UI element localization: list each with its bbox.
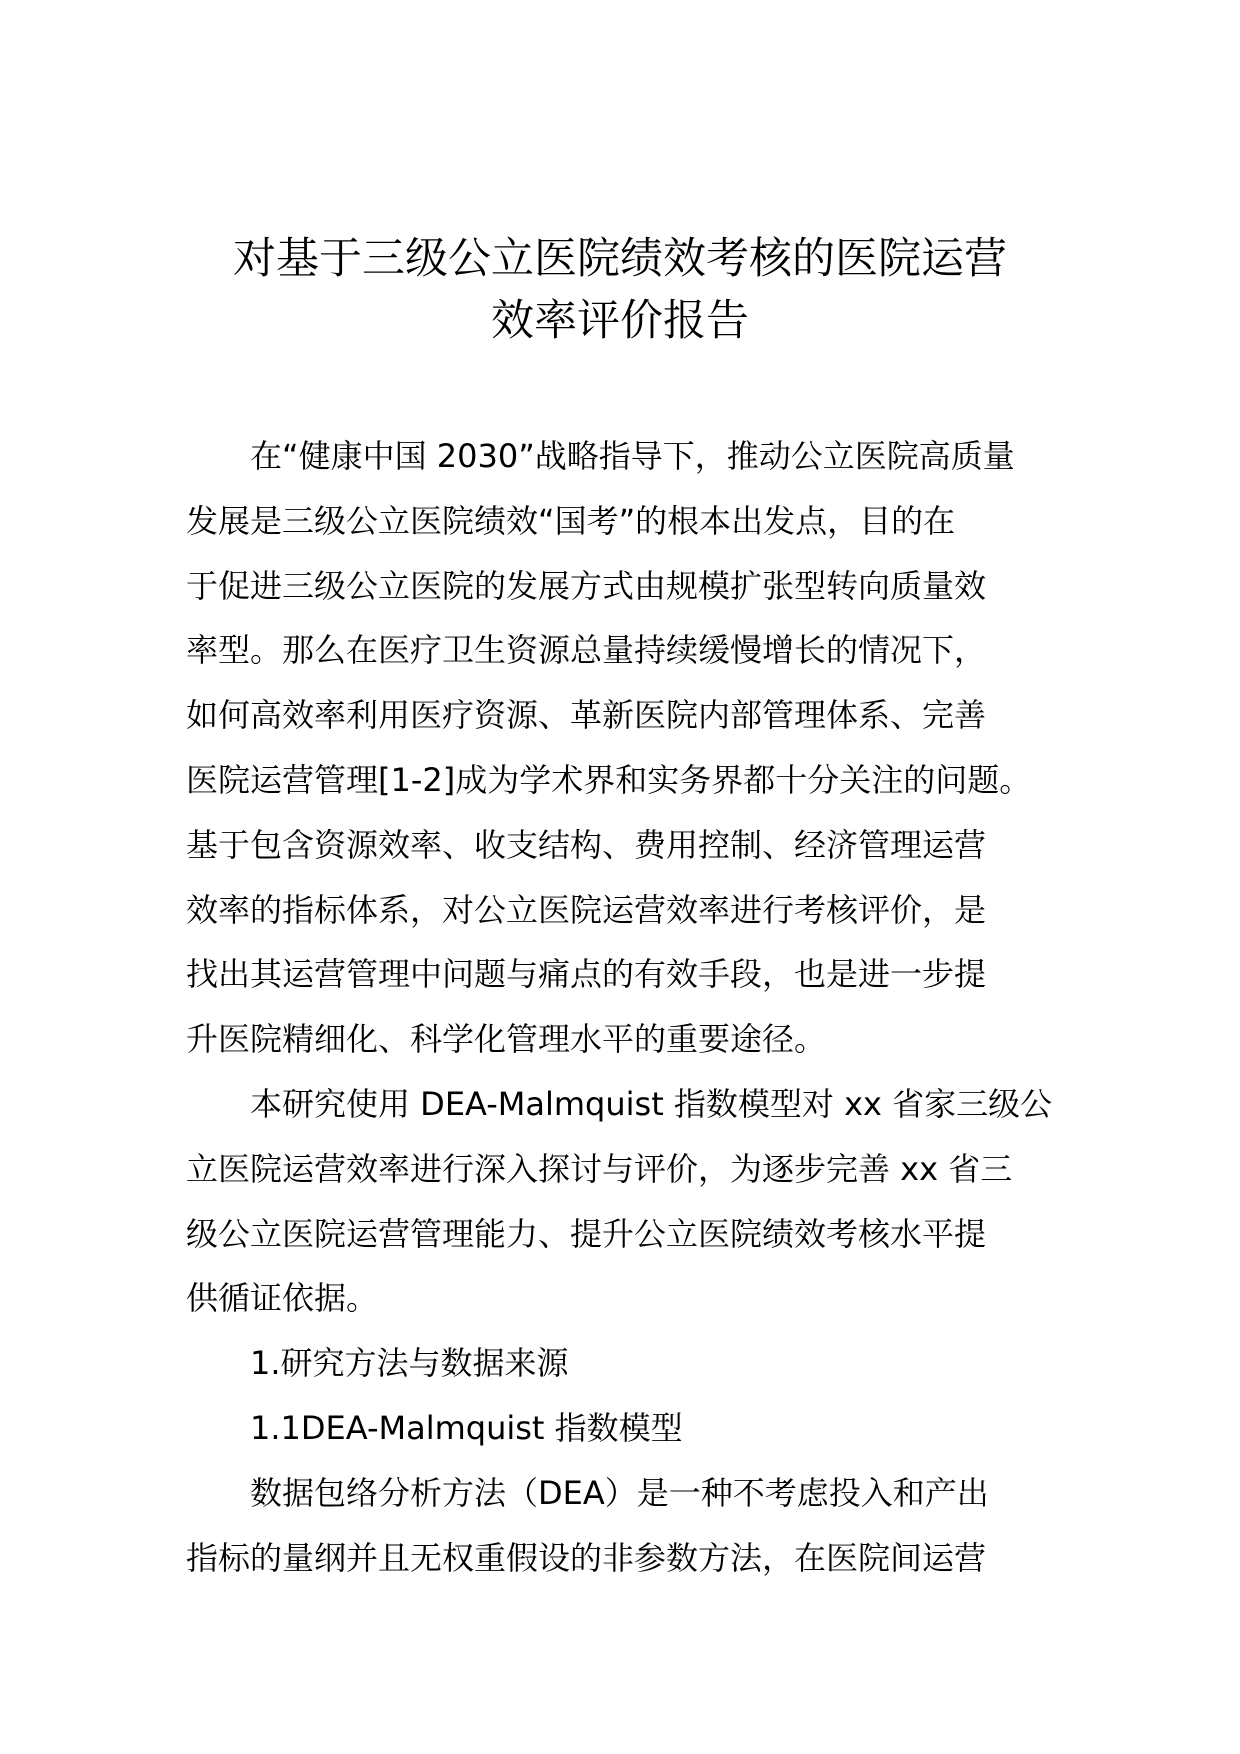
text-line: 级公立医院运营管理能力、提升公立医院绩效考核水平提 (186, 1214, 987, 1253)
text-line: 供循证依据。 (186, 1279, 379, 1318)
text-line: 基于包含资源效率、收支结构、费用控制、经济管理运营 (186, 825, 987, 864)
text-line: 数据包络分析方法（DEA）是一种不考虑投入和产出 (250, 1473, 989, 1512)
title-line: 效率评价报告 (491, 296, 749, 346)
paragraph-intro (186, 424, 1056, 1072)
document-title (150, 228, 1090, 352)
title-line: 对基于三级公立医院绩效考核的医院运营 (233, 234, 1007, 284)
paragraph-study (186, 1072, 1056, 1331)
text-line: 本研究使用 DEA-Malmquist 指数模型对 xx 省家三级公 (250, 1084, 1053, 1123)
subsection-heading (186, 1396, 1056, 1461)
text-line: 于促进三级公立医院的发展方式由规模扩张型转向质量效 (186, 566, 987, 605)
text-line: 升医院精细化、科学化管理水平的重要途径。 (186, 1020, 827, 1059)
heading-text: 1.研究方法与数据来源 (250, 1344, 569, 1383)
text-line: 率型。那么在医疗卫生资源总量持续缓慢增长的情况下， (186, 631, 987, 670)
text-line: 立医院运营效率进行深入探讨与评价，为逐步完善 xx 省三 (186, 1149, 1013, 1188)
text-line: 找出其运营管理中问题与痛点的有效手段，也是进一步提 (186, 955, 987, 994)
text-line: 如何高效率利用医疗资源、革新医院内部管理体系、完善 (186, 696, 987, 735)
text-line: 指标的量纲并且无权重假设的非参数方法，在医院间运营 (186, 1538, 987, 1577)
text-line: 医院运营管理[1-2]成为学术界和实务界都十分关注的问题。 (186, 760, 1032, 799)
text-line: 发展是三级公立医院绩效“国考”的根本出发点，目的在 (186, 501, 956, 540)
heading-text: 1.1DEA-Malmquist 指数模型 (250, 1408, 683, 1447)
paragraph-dea (186, 1461, 1056, 1591)
document-body (186, 424, 1056, 1590)
section-heading (186, 1331, 1056, 1396)
text-line: 效率的指标体系，对公立医院运营效率进行考核评价，是 (186, 890, 987, 929)
text-line: 在“健康中国 2030”战略指导下，推动公立医院高质量 (250, 437, 1015, 475)
